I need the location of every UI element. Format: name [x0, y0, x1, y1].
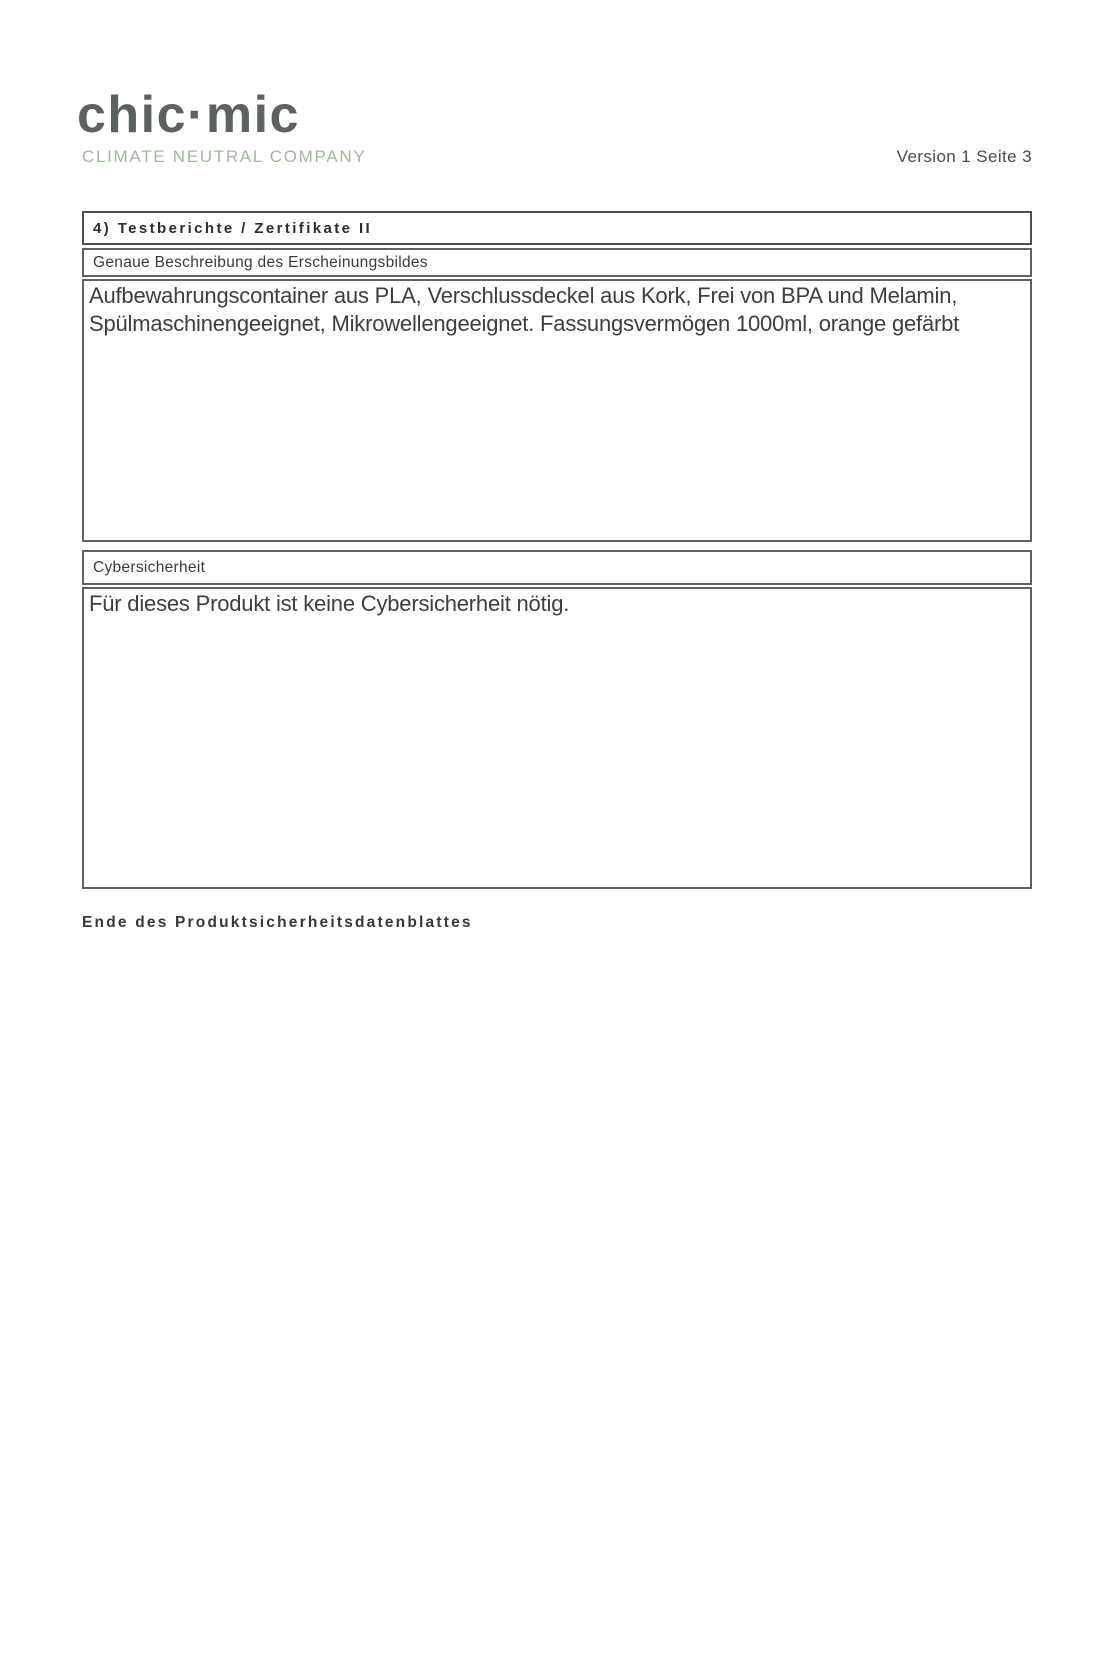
- section-title: 4) Testberichte / Zertifikate II: [93, 219, 373, 237]
- form-section: [82, 211, 1032, 889]
- company-logo: chic·mic: [77, 86, 300, 144]
- field-value-erscheinungsbild: Aufbewahrungscontainer aus PLA, Verschlussdeckel aus Kork, Frei von BPA und Melamin, Spülmaschinengeeignet, Mikrowellengeeignet. Fassungsvermögen 1000ml, orange gefärbt: [82, 279, 1032, 542]
- datasheet-end-note: Ende des Produktsicherheitsdatenblattes: [82, 914, 473, 931]
- field-value-cybersicherheit: Für dieses Produkt ist keine Cybersicherheit nötig.: [82, 587, 1032, 889]
- field-label-cybersicherheit: Cybersicherheit: [82, 550, 1032, 585]
- field-label-erscheinungsbild: Genaue Beschreibung des Erscheinungsbildes: [82, 248, 1032, 277]
- version-page-label: Version 1 Seite 3: [896, 147, 1032, 166]
- section-title-box: [82, 211, 1032, 245]
- company-tagline: CLIMATE NEUTRAL COMPANY: [82, 147, 367, 166]
